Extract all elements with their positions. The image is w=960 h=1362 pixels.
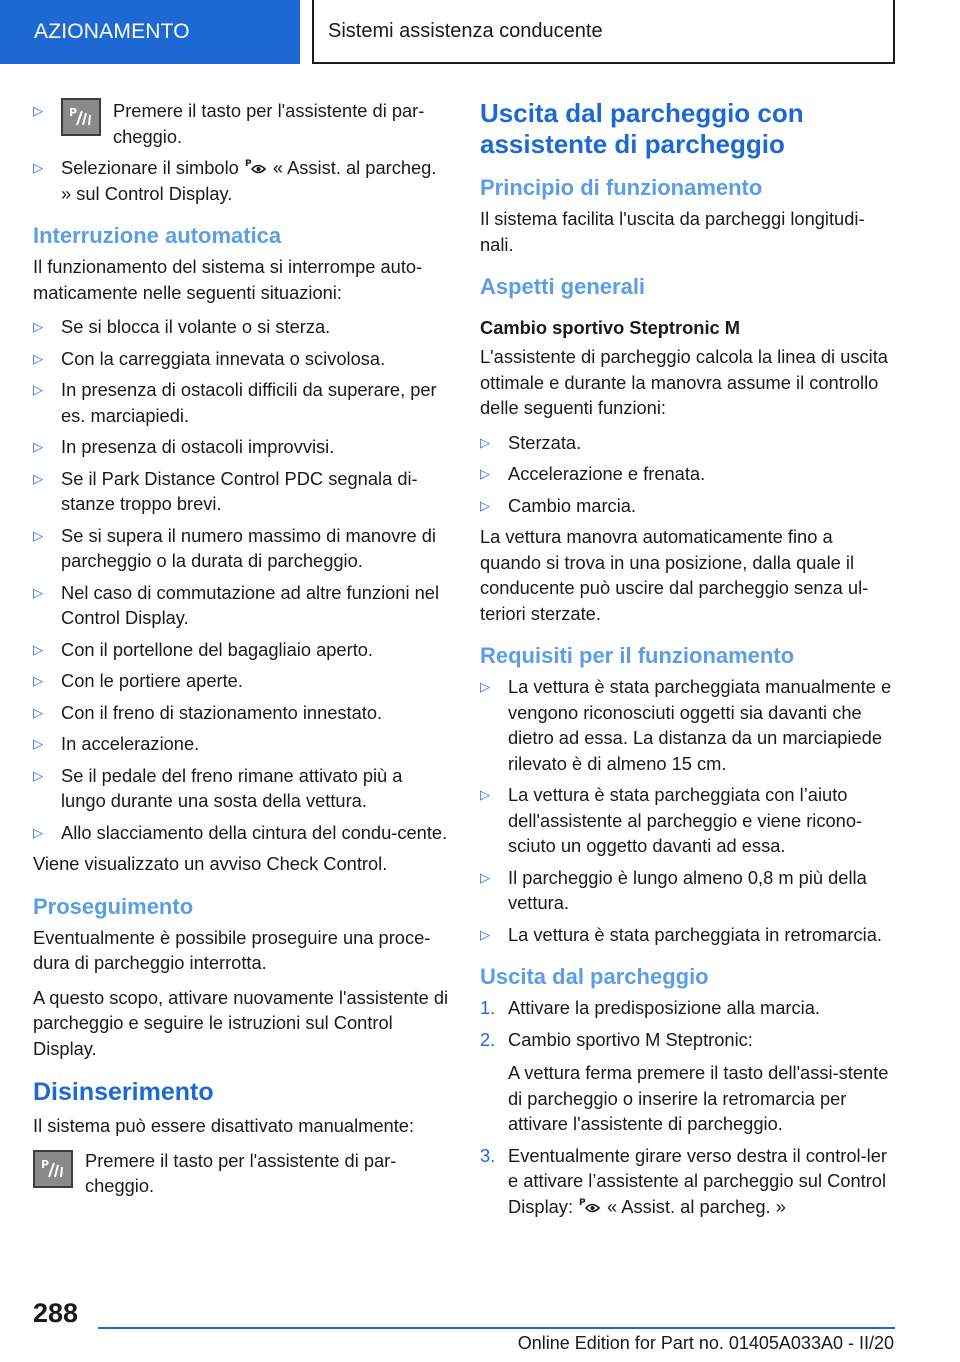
- deactivation-heading: Disinserimento: [33, 1078, 214, 1106]
- triangle-bullet-icon: ▷: [33, 350, 43, 366]
- svg-text:P: P: [69, 106, 78, 119]
- triangle-bullet-icon: ▷: [33, 824, 43, 840]
- list-item-text: In presenza di ostacoli improvvisi.: [61, 436, 335, 457]
- general-subheading: Cambio sportivo Steptronic M: [480, 317, 741, 338]
- list-item: [33, 668, 449, 694]
- triangle-bullet-icon: ▷: [480, 434, 490, 450]
- step-item: [480, 1027, 898, 1137]
- list-item: [33, 377, 449, 428]
- list-item-text: Con il portellone del bagagliaio aperto.: [61, 638, 374, 660]
- section-tab: AZIONAMENTO: [0, 0, 300, 64]
- list-item-text: Se si blocca il volante o si sterza.: [61, 316, 331, 337]
- list-item-text: Premere il tasto per l'assistente di par-cheggio.: [113, 100, 425, 147]
- list-item: [33, 580, 449, 631]
- list-item-text: Selezionare il simbolo: [61, 157, 239, 178]
- park-assist-symbol-icon: [245, 157, 267, 177]
- section-heading: Uscita dal parcheggio con assistente di parcheggio: [480, 98, 804, 159]
- triangle-bullet-icon: ▷: [33, 103, 43, 118]
- step-post-text: « Assist. al parcheg. »: [607, 1195, 786, 1217]
- deactivation-text: Il sistema può essere disattivato manualmente:: [33, 1115, 415, 1136]
- triangle-bullet-icon: ▷: [33, 470, 43, 486]
- list-item: [33, 434, 449, 460]
- page-number: 288: [33, 1298, 79, 1328]
- list-item-text: La vettura è stata parcheggiata in retromarcia.: [508, 923, 882, 945]
- intro-list: [33, 98, 449, 206]
- step-sub-text: A vettura ferma premere il tasto dell'assi-stente di parcheggio o inserire la retromarcia per attivare l'assistente di parcheggio.: [508, 1062, 889, 1134]
- list-item-text: Se il Park Distance Control PDC segnala di-stanze troppo brevi.: [61, 467, 418, 514]
- triangle-bullet-icon: ▷: [33, 736, 43, 751]
- list-item-text: Il parcheggio è lungo almeno 0,8 m più della vettura.: [508, 866, 867, 913]
- triangle-bullet-icon: ▷: [33, 641, 43, 657]
- principle-heading: Principio di funzionamento: [480, 175, 763, 200]
- principle-text: Il sistema facilita l'uscita da parcheggi longitudi-nali.: [480, 208, 865, 255]
- list-item: [480, 430, 898, 456]
- general-list: [480, 430, 898, 519]
- general-text: L'assistente di parcheggio calcola la linea di uscita ottimale e durante la manovra assume il controllo delle seguenti funzioni:: [480, 346, 888, 418]
- continuation-text-2: A questo scopo, attivare nuovamente l'assistente di parcheggio e seguire le istruzioni sul Control Display.: [33, 986, 449, 1059]
- triangle-bullet-icon: ▷: [480, 926, 490, 942]
- triangle-bullet-icon: ▷: [33, 584, 43, 600]
- list-item-text: Con la carreggiata innevata o scivolosa.: [61, 347, 386, 369]
- list-item: [33, 637, 449, 663]
- list-item-text: Se il pedale del freno rimane attivato più a lungo durante una sosta della vettura.: [61, 764, 403, 811]
- triangle-bullet-icon: ▷: [33, 673, 43, 688]
- step-number: 3.: [480, 1144, 496, 1166]
- park-assist-button-icon: [33, 1150, 73, 1188]
- deactivation-icon-text: Premere il tasto per l'assistente di par-cheggio.: [85, 1149, 397, 1196]
- list-item: [480, 865, 898, 916]
- list-item: [480, 782, 898, 859]
- page-header: [0, 0, 960, 66]
- triangle-bullet-icon: ▷: [33, 382, 43, 397]
- list-item-text: Accelerazione e frenata.: [508, 463, 706, 484]
- edition-text: Online Edition for Part no. 01405A033A0 - II/20: [517, 1333, 894, 1353]
- list-item-text: In presenza di ostacoli difficili da superare, per es. marciapiedi.: [61, 379, 437, 426]
- interruption-heading: Interruzione automatica: [33, 223, 282, 248]
- list-item: [33, 820, 449, 846]
- step-text: Attivare la predisposizione alla marcia.: [508, 997, 820, 1018]
- list-item: [33, 523, 449, 574]
- park-assist-button-icon: [61, 98, 101, 136]
- list-item-text: Sterzata.: [508, 431, 582, 453]
- left-column: [33, 98, 449, 1208]
- list-item-text: Allo slacciamento della cintura del condu-cente.: [61, 821, 448, 843]
- triangle-bullet-icon: ▷: [480, 497, 490, 513]
- general-after-text: La vettura manovra automaticamente fino a quando si trova in una posizione, dalla quale il conducente può uscire dal parcheggio senza ul-teriori sterzate.: [480, 526, 869, 624]
- triangle-bullet-icon: ▷: [33, 767, 43, 783]
- requirements-list: [480, 674, 898, 947]
- list-item: [480, 674, 898, 776]
- general-heading: Aspetti generali: [480, 274, 646, 299]
- triangle-bullet-icon: ▷: [33, 160, 43, 175]
- deactivation-instruction: [33, 1148, 449, 1199]
- continuation-heading: Proseguimento: [33, 893, 194, 919]
- list-item: [480, 493, 898, 519]
- list-item: [33, 314, 449, 340]
- list-item-text: Cambio marcia.: [508, 494, 637, 516]
- triangle-bullet-icon: ▷: [480, 466, 490, 481]
- exit-steps: [480, 995, 898, 1219]
- triangle-bullet-icon: ▷: [33, 527, 43, 543]
- list-item-text: Con le portiere aperte.: [61, 670, 243, 691]
- step-text: Eventualmente girare verso destra il control-ler e attivare l’assistente al parcheggio sul Control Display:: [508, 1144, 887, 1217]
- right-column: [480, 98, 898, 1225]
- svg-text:P: P: [41, 1157, 50, 1171]
- step-number: 1.: [480, 997, 496, 1018]
- list-item: [33, 466, 449, 517]
- list-item: [33, 346, 449, 372]
- list-item: [480, 922, 898, 948]
- step-text: Cambio sportivo M Steptronic:: [508, 1028, 753, 1050]
- list-item-text: Se si supera il numero massimo di manovre di parcheggio o la durata di parcheggio.: [61, 524, 436, 571]
- list-item-text: La vettura è stata parcheggiata con l’aiuto dell'assistente al parcheggio e viene ricono-sciuto un oggetto davanti ad essa.: [508, 784, 863, 856]
- svg-text:P: P: [244, 159, 252, 169]
- triangle-bullet-icon: ▷: [33, 319, 43, 334]
- list-item: [480, 461, 898, 487]
- exit-heading: Uscita dal parcheggio: [480, 964, 709, 989]
- footer-divider: [98, 1327, 895, 1329]
- step-item: [480, 995, 898, 1021]
- list-item-text: La vettura è stata parcheggiata manualmente e vengono riconosciuti oggetti sia davanti che dietro ad essa. La distanza da un marciapiede rilevato è di almeno 15 cm.: [508, 676, 892, 774]
- list-item-text: Nel caso di commutazione ad altre funzioni nel Control Display.: [61, 581, 440, 628]
- triangle-bullet-icon: ▷: [480, 787, 490, 802]
- svg-text:P: P: [579, 1197, 586, 1208]
- step-item: [480, 1143, 898, 1220]
- step-number: 2.: [480, 1028, 496, 1050]
- triangle-bullet-icon: ▷: [33, 704, 43, 720]
- continuation-text-1: Eventualmente è possibile proseguire una proce-dura di parcheggio interrotta.: [33, 926, 431, 973]
- list-item: [33, 731, 449, 757]
- list-item: [33, 98, 449, 149]
- list-item-text: Con il freno di stazionamento innestato.: [61, 701, 383, 723]
- list-item: [33, 763, 449, 814]
- interruption-list: [33, 314, 449, 845]
- check-control-note: Viene visualizzato un avviso Check Control.: [33, 853, 388, 874]
- chapter-title: Sistemi assistenza conducente: [312, 0, 895, 64]
- list-item: [33, 155, 449, 206]
- list-item-text: « Assist. al parcheg. » sul Control Display.: [61, 157, 437, 204]
- park-assist-symbol-icon: [579, 1196, 601, 1216]
- triangle-bullet-icon: ▷: [33, 439, 43, 454]
- list-item-text: In accelerazione.: [61, 733, 200, 754]
- requirements-heading: Requisiti per il funzionamento: [480, 643, 795, 668]
- list-item: [33, 700, 449, 726]
- triangle-bullet-icon: ▷: [480, 679, 490, 694]
- triangle-bullet-icon: ▷: [480, 869, 490, 885]
- interruption-text: Il funzionamento del sistema si interrompe auto-maticamente nelle seguenti situazioni:: [33, 256, 423, 303]
